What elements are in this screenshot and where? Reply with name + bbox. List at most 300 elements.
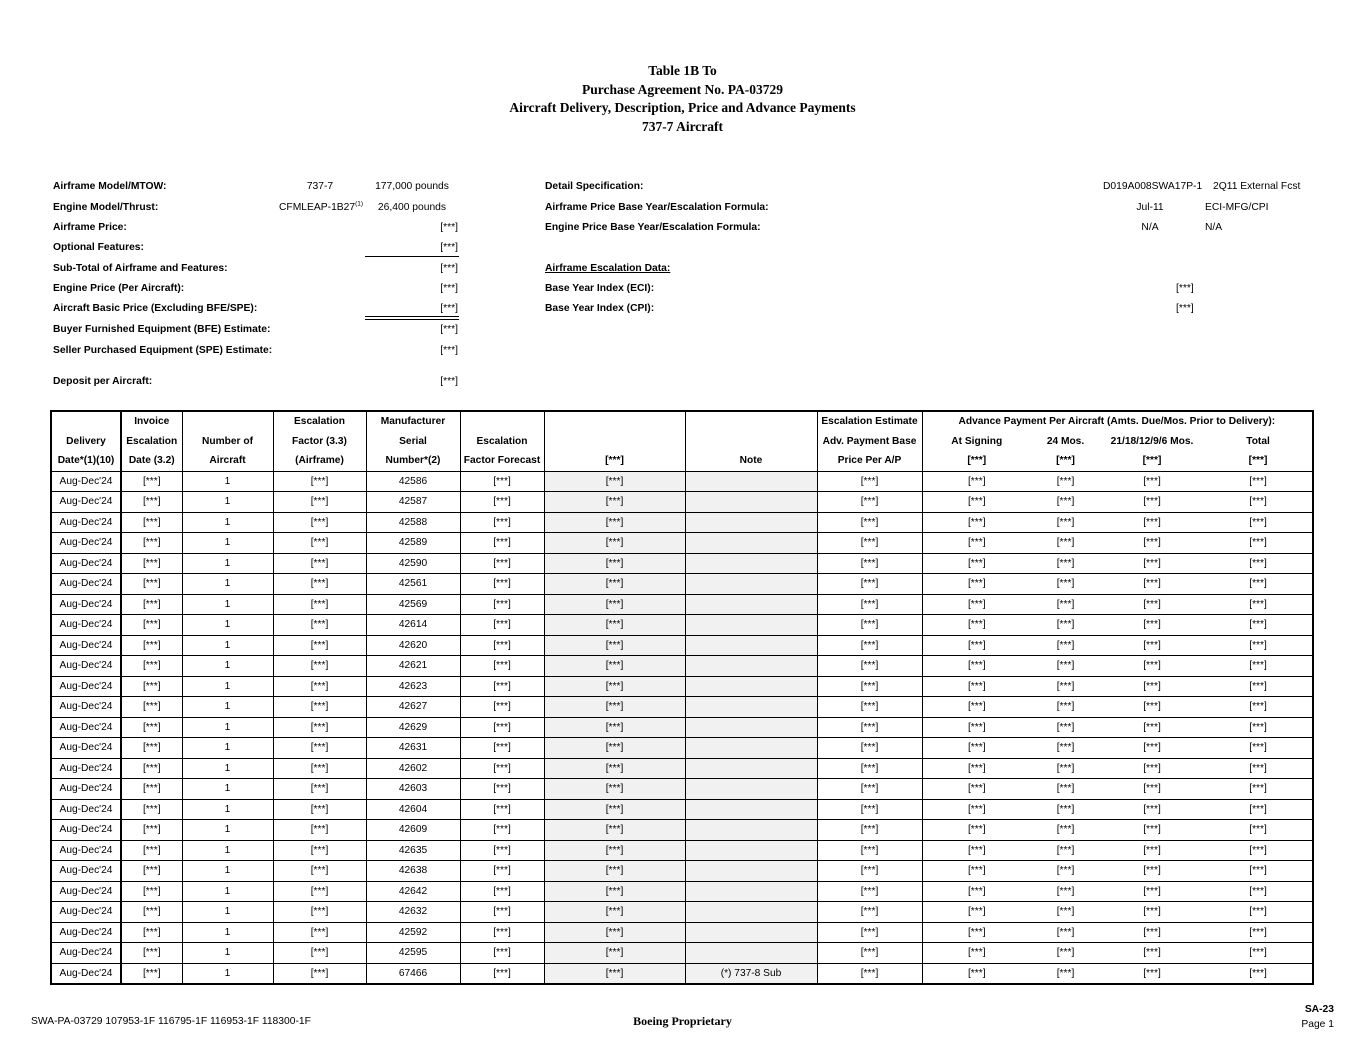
cell-21-18-12-9-6-mos: [***] (1100, 512, 1204, 533)
cell-adv-payment-base-price: [***] (817, 574, 922, 595)
table-row (51, 615, 1313, 636)
bfe-value: [***] (440, 324, 458, 335)
table-row (51, 553, 1313, 574)
eci-label: Base Year Index (ECI): (545, 283, 655, 294)
cell-invoice-escalation-date: [***] (121, 758, 182, 779)
cell-24-mos: [***] (1031, 820, 1100, 841)
header-cell: Date (3.2) (121, 451, 182, 471)
deposit-label: Deposit per Aircraft: (53, 376, 153, 387)
cell-adv-payment-base-price: [***] (817, 697, 922, 718)
cell-note (685, 533, 817, 554)
cell-delivery-date: Aug-Dec'24 (51, 902, 121, 923)
cell-delivery-date: Aug-Dec'24 (51, 471, 121, 492)
header-cell: Escalation (273, 411, 366, 432)
header-cell: [***] (922, 451, 1031, 471)
cell-escalation-factor-airframe: [***] (273, 799, 366, 820)
cell-adv-payment-base-price: [***] (817, 738, 922, 759)
cell-note (685, 840, 817, 861)
cell-invoice-escalation-date: [***] (121, 697, 182, 718)
cell-escalation-factor-forecast: [***] (460, 676, 544, 697)
engine-base-label: Engine Price Base Year/Escalation Formula: (545, 222, 761, 233)
cell-redacted-column: [***] (544, 635, 685, 656)
cell-note (685, 861, 817, 882)
engine-model-label: Engine Model/Thrust: (53, 202, 159, 213)
cell-at-signing: [***] (922, 922, 1031, 943)
cell-invoice-escalation-date: [***] (121, 799, 182, 820)
cell-at-signing: [***] (922, 799, 1031, 820)
cell-number-of-aircraft: 1 (182, 799, 273, 820)
cell-delivery-date: Aug-Dec'24 (51, 574, 121, 595)
cell-total: [***] (1204, 758, 1313, 779)
engine-model-text: CFMLEAP-1B27 (279, 202, 356, 213)
cell-number-of-aircraft: 1 (182, 635, 273, 656)
table-row (51, 922, 1313, 943)
cell-invoice-escalation-date: [***] (121, 861, 182, 882)
cell-total: [***] (1204, 635, 1313, 656)
cell-delivery-date: Aug-Dec'24 (51, 553, 121, 574)
cell-delivery-date: Aug-Dec'24 (51, 943, 121, 964)
table-row (51, 656, 1313, 677)
cell-delivery-date: Aug-Dec'24 (51, 676, 121, 697)
cell-number-of-aircraft: 1 (182, 615, 273, 636)
cell-24-mos: [***] (1031, 717, 1100, 738)
engine-model-footnote: (1) (355, 200, 364, 208)
cell-adv-payment-base-price: [***] (817, 758, 922, 779)
cell-number-of-aircraft: 1 (182, 963, 273, 984)
cell-escalation-factor-forecast: [***] (460, 574, 544, 595)
cell-at-signing: [***] (922, 574, 1031, 595)
header-cell: Escalation Estimate (817, 411, 922, 432)
cell-number-of-aircraft: 1 (182, 738, 273, 759)
cell-invoice-escalation-date: [***] (121, 738, 182, 759)
cell-note (685, 553, 817, 574)
footer-sa: SA-23 (1304, 1004, 1334, 1015)
cell-note (685, 615, 817, 636)
cell-redacted-column: [***] (544, 758, 685, 779)
cell-escalation-factor-forecast: [***] (460, 779, 544, 800)
cell-adv-payment-base-price: [***] (817, 512, 922, 533)
cell-serial-number: 42569 (366, 594, 460, 615)
table-row (51, 758, 1313, 779)
cell-escalation-factor-forecast: [***] (460, 922, 544, 943)
spe-label: Seller Purchased Equipment (SPE) Estimate: (53, 345, 273, 356)
cell-note: (*) 737-8 Sub (685, 963, 817, 984)
cell-delivery-date: Aug-Dec'24 (51, 635, 121, 656)
cell-escalation-factor-airframe: [***] (273, 840, 366, 861)
cell-24-mos: [***] (1031, 656, 1100, 677)
cell-serial-number: 42620 (366, 635, 460, 656)
cell-note (685, 697, 817, 718)
cell-24-mos: [***] (1031, 492, 1100, 513)
cell-escalation-factor-airframe: [***] (273, 717, 366, 738)
airframe-base-label: Airframe Price Base Year/Escalation Formula: (545, 202, 769, 213)
footer-page-info (1301, 1002, 1334, 1032)
cell-invoice-escalation-date: [***] (121, 615, 182, 636)
cell-at-signing: [***] (922, 615, 1031, 636)
cell-number-of-aircraft: 1 (182, 902, 273, 923)
cell-escalation-factor-airframe: [***] (273, 676, 366, 697)
engine-model-value (279, 202, 363, 213)
subtotal-value: [***] (440, 263, 458, 274)
cpi-value: [***] (1176, 303, 1194, 314)
cell-at-signing: [***] (922, 594, 1031, 615)
cell-delivery-date: Aug-Dec'24 (51, 656, 121, 677)
cell-at-signing: [***] (922, 471, 1031, 492)
cell-total: [***] (1204, 492, 1313, 513)
cell-adv-payment-base-price: [***] (817, 656, 922, 677)
header-row-1 (51, 411, 1313, 432)
cell-24-mos: [***] (1031, 512, 1100, 533)
cell-number-of-aircraft: 1 (182, 820, 273, 841)
cell-at-signing: [***] (922, 861, 1031, 882)
title-line-2: Purchase Agreement No. PA-03729 (582, 81, 783, 97)
cell-note (685, 922, 817, 943)
cell-redacted-column: [***] (544, 922, 685, 943)
header-cell (544, 411, 685, 432)
cell-note (685, 738, 817, 759)
cell-24-mos: [***] (1031, 553, 1100, 574)
basic-price-rule-2 (365, 319, 459, 320)
cell-adv-payment-base-price: [***] (817, 492, 922, 513)
footer-proprietary: Boeing Proprietary (633, 1014, 732, 1028)
cell-escalation-factor-airframe: [***] (273, 553, 366, 574)
table-row (51, 943, 1313, 964)
cell-invoice-escalation-date: [***] (121, 471, 182, 492)
cell-escalation-factor-airframe: [***] (273, 963, 366, 984)
eci-value: [***] (1176, 283, 1194, 294)
cell-escalation-factor-forecast: [***] (460, 492, 544, 513)
cell-total: [***] (1204, 656, 1313, 677)
table-row (51, 512, 1313, 533)
table-row (51, 717, 1313, 738)
title-line-1: Table 1B To (648, 63, 717, 78)
cell-at-signing: [***] (922, 635, 1031, 656)
cell-delivery-date: Aug-Dec'24 (51, 717, 121, 738)
cell-21-18-12-9-6-mos: [***] (1100, 779, 1204, 800)
cell-24-mos: [***] (1031, 738, 1100, 759)
cell-redacted-column: [***] (544, 471, 685, 492)
header-cell (685, 432, 817, 452)
cell-serial-number: 42629 (366, 717, 460, 738)
cell-21-18-12-9-6-mos: [***] (1100, 840, 1204, 861)
cell-number-of-aircraft: 1 (182, 881, 273, 902)
header-cell: [***] (1248, 455, 1268, 467)
cell-invoice-escalation-date: [***] (121, 512, 182, 533)
title-line-4: 737-7 Aircraft (641, 118, 724, 134)
cpi-label: Base Year Index (CPI): (545, 303, 655, 314)
cell-escalation-factor-forecast: [***] (460, 512, 544, 533)
cell-redacted-column: [***] (544, 861, 685, 882)
cell-at-signing: [***] (922, 512, 1031, 533)
cell-21-18-12-9-6-mos: [***] (1100, 553, 1204, 574)
cell-invoice-escalation-date: [***] (121, 963, 182, 984)
cell-21-18-12-9-6-mos: [***] (1100, 922, 1204, 943)
cell-delivery-date: Aug-Dec'24 (51, 758, 121, 779)
cell-escalation-factor-airframe: [***] (273, 492, 366, 513)
cell-total: [***] (1204, 963, 1313, 984)
cell-number-of-aircraft: 1 (182, 574, 273, 595)
cell-redacted-column: [***] (544, 697, 685, 718)
cell-24-mos: [***] (1031, 943, 1100, 964)
cell-note (685, 676, 817, 697)
cell-redacted-column: [***] (544, 615, 685, 636)
cell-21-18-12-9-6-mos: [***] (1100, 820, 1204, 841)
cell-redacted-column: [***] (544, 963, 685, 984)
cell-delivery-date: Aug-Dec'24 (51, 799, 121, 820)
header-cell: Delivery (66, 435, 106, 447)
cell-at-signing: [***] (922, 533, 1031, 554)
optional-features-label: Optional Features: (53, 242, 144, 253)
cell-serial-number: 42603 (366, 779, 460, 800)
cell-total: [***] (1204, 922, 1313, 943)
header-cell: Invoice (121, 411, 182, 432)
cell-total: [***] (1204, 471, 1313, 492)
header-cell: Number of (182, 432, 273, 452)
header-cell: Escalation (460, 432, 544, 452)
cell-serial-number: 42609 (366, 820, 460, 841)
table-row (51, 799, 1313, 820)
header-cell (51, 411, 121, 432)
engine-thrust-value: 26,400 pounds (377, 202, 447, 213)
cell-serial-number: 42587 (366, 492, 460, 513)
cell-serial-number: 42590 (366, 553, 460, 574)
cell-delivery-date: Aug-Dec'24 (51, 922, 121, 943)
header-cell: [***] (1056, 455, 1075, 467)
cell-invoice-escalation-date: [***] (121, 840, 182, 861)
cell-escalation-factor-forecast: [***] (460, 861, 544, 882)
cell-adv-payment-base-price: [***] (817, 779, 922, 800)
cell-delivery-date: Aug-Dec'24 (51, 533, 121, 554)
cell-redacted-column: [***] (544, 594, 685, 615)
cell-escalation-factor-airframe: [***] (273, 861, 366, 882)
cell-at-signing: [***] (922, 656, 1031, 677)
header-cell: [***] (1142, 455, 1162, 467)
cell-escalation-factor-forecast: [***] (460, 799, 544, 820)
header-cell: Number*(2) (366, 451, 460, 471)
header-cell: [***] (544, 451, 685, 471)
cell-serial-number: 42589 (366, 533, 460, 554)
table-row (51, 533, 1313, 554)
cell-escalation-factor-forecast: [***] (460, 963, 544, 984)
cell-serial-number: 67466 (366, 963, 460, 984)
table-row (51, 820, 1313, 841)
cell-at-signing: [***] (922, 943, 1031, 964)
cell-escalation-factor-airframe: [***] (273, 594, 366, 615)
cell-redacted-column: [***] (544, 492, 685, 513)
cell-serial-number: 42638 (366, 861, 460, 882)
aircraft-delivery-table (50, 410, 1314, 985)
cell-adv-payment-base-price: [***] (817, 594, 922, 615)
cell-invoice-escalation-date: [***] (121, 656, 182, 677)
cell-total: [***] (1204, 512, 1313, 533)
cell-21-18-12-9-6-mos: [***] (1100, 615, 1204, 636)
escalation-data-heading: Airframe Escalation Data: (545, 263, 671, 274)
header-cell (182, 411, 273, 432)
cell-serial-number: 42595 (366, 943, 460, 964)
cell-24-mos: [***] (1031, 861, 1100, 882)
cell-redacted-column: [***] (544, 738, 685, 759)
cell-escalation-factor-airframe: [***] (273, 738, 366, 759)
cell-at-signing: [***] (922, 676, 1031, 697)
cell-total: [***] (1204, 738, 1313, 759)
cell-number-of-aircraft: 1 (182, 553, 273, 574)
cell-note (685, 594, 817, 615)
cell-note (685, 758, 817, 779)
cell-invoice-escalation-date: [***] (121, 779, 182, 800)
cell-24-mos: [***] (1031, 922, 1100, 943)
cell-adv-payment-base-price: [***] (817, 635, 922, 656)
cell-invoice-escalation-date: [***] (121, 943, 182, 964)
cell-delivery-date: Aug-Dec'24 (51, 881, 121, 902)
cell-24-mos: [***] (1031, 840, 1100, 861)
cell-at-signing: [***] (922, 902, 1031, 923)
cell-21-18-12-9-6-mos: [***] (1100, 902, 1204, 923)
header-cell (460, 411, 544, 432)
cell-note (685, 492, 817, 513)
cell-serial-number: 42604 (366, 799, 460, 820)
cell-21-18-12-9-6-mos: [***] (1100, 492, 1204, 513)
cell-adv-payment-base-price: [***] (817, 902, 922, 923)
airframe-price-label: Airframe Price: (53, 222, 127, 233)
cell-redacted-column: [***] (544, 656, 685, 677)
cell-serial-number: 42642 (366, 881, 460, 902)
cell-24-mos: [***] (1031, 676, 1100, 697)
cell-at-signing: [***] (922, 697, 1031, 718)
table-row (51, 902, 1313, 923)
cell-escalation-factor-forecast: [***] (460, 820, 544, 841)
header-cell: Price Per A/P (817, 451, 922, 471)
cell-redacted-column: [***] (544, 676, 685, 697)
cell-number-of-aircraft: 1 (182, 861, 273, 882)
cell-serial-number: 42627 (366, 697, 460, 718)
header-cell: Factor (3.3) (273, 432, 366, 452)
cell-adv-payment-base-price: [***] (817, 533, 922, 554)
cell-escalation-factor-forecast: [***] (460, 943, 544, 964)
header-cell: Date*(1)(10) (57, 455, 115, 467)
cell-serial-number: 42623 (366, 676, 460, 697)
cell-at-signing: [***] (922, 717, 1031, 738)
header-cell: Serial (366, 432, 460, 452)
cell-delivery-date: Aug-Dec'24 (51, 492, 121, 513)
table-row (51, 840, 1313, 861)
footer-page-number: Page 1 (1301, 1019, 1334, 1030)
cell-escalation-factor-airframe: [***] (273, 615, 366, 636)
cell-number-of-aircraft: 1 (182, 656, 273, 677)
cell-note (685, 656, 817, 677)
cell-adv-payment-base-price: [***] (817, 471, 922, 492)
cell-delivery-date: Aug-Dec'24 (51, 615, 121, 636)
header-cell: 21/18/12/9/6 Mos. (1110, 435, 1194, 447)
cell-invoice-escalation-date: [***] (121, 594, 182, 615)
cell-total: [***] (1204, 594, 1313, 615)
header-cell: Aircraft (182, 451, 273, 471)
engine-price-value: [***] (440, 283, 458, 294)
header-cell: At Signing (922, 432, 1031, 452)
cell-number-of-aircraft: 1 (182, 533, 273, 554)
cell-note (685, 943, 817, 964)
table-row (51, 779, 1313, 800)
table-row (51, 881, 1313, 902)
cell-number-of-aircraft: 1 (182, 471, 273, 492)
cell-number-of-aircraft: 1 (182, 717, 273, 738)
cell-escalation-factor-forecast: [***] (460, 902, 544, 923)
cell-number-of-aircraft: 1 (182, 779, 273, 800)
engine-price-label: Engine Price (Per Aircraft): (53, 283, 185, 294)
cell-total: [***] (1204, 615, 1313, 636)
cell-total: [***] (1204, 717, 1313, 738)
cell-21-18-12-9-6-mos: [***] (1100, 943, 1204, 964)
cell-total: [***] (1204, 533, 1313, 554)
cell-number-of-aircraft: 1 (182, 840, 273, 861)
header-cell (685, 411, 817, 432)
subtotal-rule (365, 256, 459, 257)
cell-21-18-12-9-6-mos: [***] (1100, 861, 1204, 882)
cell-redacted-column: [***] (544, 943, 685, 964)
cell-at-signing: [***] (922, 840, 1031, 861)
cell-21-18-12-9-6-mos: [***] (1100, 594, 1204, 615)
cell-number-of-aircraft: 1 (182, 676, 273, 697)
header-cell: Total (1246, 435, 1270, 447)
cell-delivery-date: Aug-Dec'24 (51, 697, 121, 718)
table-header (51, 411, 1313, 471)
cell-at-signing: [***] (922, 881, 1031, 902)
detail-spec-label: Detail Specification: (545, 181, 644, 192)
cell-delivery-date: Aug-Dec'24 (51, 861, 121, 882)
cell-adv-payment-base-price: [***] (817, 963, 922, 984)
cell-24-mos: [***] (1031, 574, 1100, 595)
engine-base-formula: N/A (1205, 222, 1223, 233)
cell-escalation-factor-forecast: [***] (460, 881, 544, 902)
cell-21-18-12-9-6-mos: [***] (1100, 758, 1204, 779)
cell-note (685, 902, 817, 923)
cell-adv-payment-base-price: [***] (817, 799, 922, 820)
basic-price-rule-1 (365, 316, 459, 317)
cell-total: [***] (1204, 881, 1313, 902)
header-row-3 (51, 451, 1313, 471)
cell-serial-number: 42614 (366, 615, 460, 636)
cell-escalation-factor-airframe: [***] (273, 656, 366, 677)
cell-delivery-date: Aug-Dec'24 (51, 738, 121, 759)
cell-escalation-factor-forecast: [***] (460, 615, 544, 636)
cell-total: [***] (1204, 697, 1313, 718)
cell-number-of-aircraft: 1 (182, 922, 273, 943)
table-row (51, 594, 1313, 615)
cell-note (685, 512, 817, 533)
advance-payment-group-header: Advance Payment Per Aircraft (Amts. Due/Mos. Prior to Delivery): (922, 411, 1313, 432)
cell-24-mos: [***] (1031, 635, 1100, 656)
cell-number-of-aircraft: 1 (182, 697, 273, 718)
cell-invoice-escalation-date: [***] (121, 922, 182, 943)
header-cell: 24 Mos. (1046, 435, 1085, 447)
cell-21-18-12-9-6-mos: [***] (1100, 471, 1204, 492)
cell-adv-payment-base-price: [***] (817, 943, 922, 964)
cell-invoice-escalation-date: [***] (121, 492, 182, 513)
cell-at-signing: [***] (922, 963, 1031, 984)
cell-21-18-12-9-6-mos: [***] (1100, 676, 1204, 697)
cell-adv-payment-base-price: [***] (817, 861, 922, 882)
cell-escalation-factor-forecast: [***] (460, 533, 544, 554)
cell-invoice-escalation-date: [***] (121, 533, 182, 554)
airframe-base-formula: ECI-MFG/CPI (1205, 202, 1269, 213)
cell-redacted-column: [***] (544, 533, 685, 554)
header-cell (544, 432, 685, 452)
cell-21-18-12-9-6-mos: [***] (1100, 799, 1204, 820)
table-row (51, 697, 1313, 718)
cell-escalation-factor-forecast: [***] (460, 656, 544, 677)
cell-21-18-12-9-6-mos: [***] (1100, 738, 1204, 759)
cell-escalation-factor-forecast: [***] (460, 594, 544, 615)
cell-escalation-factor-airframe: [***] (273, 779, 366, 800)
